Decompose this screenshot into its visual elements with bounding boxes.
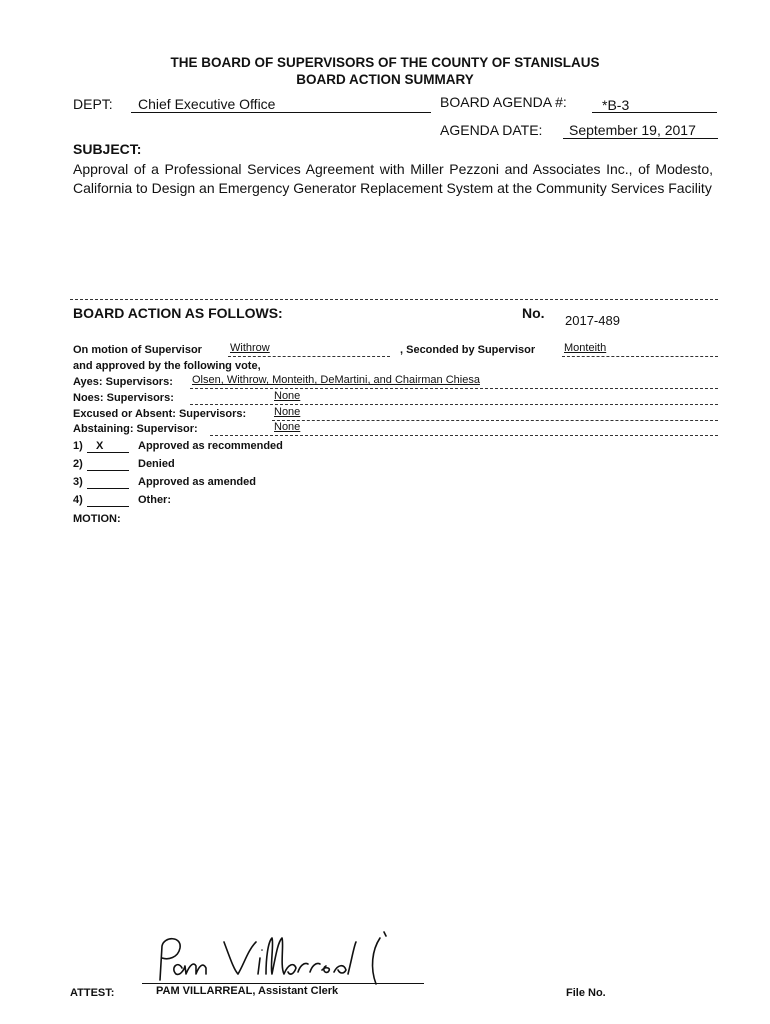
motion-by-value: Withrow	[230, 342, 270, 354]
file-no-label: File No.	[566, 987, 606, 999]
option-4-number: 4)	[73, 494, 83, 506]
noes-field	[190, 390, 718, 405]
seconded-field	[562, 342, 718, 357]
approved-vote-text: and approved by the following vote,	[73, 360, 261, 372]
motion-by-field	[228, 342, 390, 357]
ayes-value: Olsen, Withrow, Monteith, DeMartini, and Chairman Chiesa	[192, 374, 480, 386]
ayes-label: Ayes: Supervisors:	[73, 376, 173, 388]
agenda-number-field	[592, 94, 717, 113]
agenda-date-label: AGENDA DATE:	[440, 122, 543, 138]
header-title: THE BOARD OF SUPERVISORS OF THE COUNTY OF STANISLAUS	[170, 55, 600, 70]
seconded-value: Monteith	[564, 342, 607, 354]
option-2-label: Denied	[138, 458, 175, 470]
abstaining-value: None	[274, 421, 301, 433]
dept-field	[131, 94, 431, 113]
noes-value: None	[274, 390, 301, 402]
agenda-number-label: BOARD AGENDA #:	[440, 94, 567, 110]
attest-label: ATTEST:	[70, 987, 115, 999]
motion-by-label: On motion of Supervisor	[73, 344, 202, 356]
board-action-heading: BOARD ACTION AS FOLLOWS:	[73, 305, 283, 321]
option-2-blank	[87, 456, 129, 471]
motion-label: MOTION:	[73, 513, 121, 525]
option-2-number: 2)	[73, 458, 83, 470]
option-4-label: Other:	[138, 494, 171, 506]
signature-stroke-illarreal	[258, 938, 356, 974]
agenda-date-value: September 19, 2017	[569, 122, 696, 138]
section-divider	[70, 298, 718, 300]
subject-text: Approval of a Professional Services Agreement with Miller Pezzoni and Associates Inc., of Modesto, California to Design an Emergency Generator Replacement System at the Community Services Facility	[73, 161, 713, 196]
excused-label: Excused or Absent: Supervisors:	[73, 408, 247, 420]
option-1-label: Approved as recommended	[138, 440, 283, 452]
option-1-mark: X	[96, 440, 104, 452]
ayes-field	[190, 374, 718, 389]
option-4-blank	[87, 492, 129, 507]
abstaining-label: Abstaining: Supervisor:	[73, 423, 198, 435]
option-3-number: 3)	[73, 476, 83, 488]
action-no-value: 2017-489	[565, 313, 620, 328]
agenda-number-value: *B-3	[602, 97, 630, 113]
clerk-name: PAM VILLARREAL, Assistant Clerk	[156, 985, 339, 997]
abstaining-field	[210, 421, 718, 436]
dept-label: DEPT:	[73, 96, 113, 112]
header-subtitle: BOARD ACTION SUMMARY	[296, 72, 474, 87]
option-1-blank	[87, 438, 129, 453]
excused-value: None	[274, 406, 301, 418]
signature-stroke-am	[174, 964, 206, 974]
option-3-blank	[87, 474, 129, 489]
signature-flourish	[373, 938, 380, 984]
agenda-date-field	[563, 120, 718, 139]
subject-label: SUBJECT:	[73, 141, 142, 157]
option-1-number: 1)	[73, 440, 83, 452]
signature-stroke-v	[224, 942, 256, 974]
excused-field	[272, 406, 718, 421]
signature-image	[148, 928, 408, 986]
action-no-label: No.	[522, 305, 545, 321]
signature-line	[142, 983, 424, 984]
seconded-label: , Seconded by Supervisor	[400, 344, 536, 356]
dept-value: Chief Executive Office	[138, 96, 276, 112]
noes-label: Noes: Supervisors:	[73, 392, 174, 404]
signature-dot	[384, 932, 386, 936]
option-3-label: Approved as amended	[138, 476, 256, 488]
